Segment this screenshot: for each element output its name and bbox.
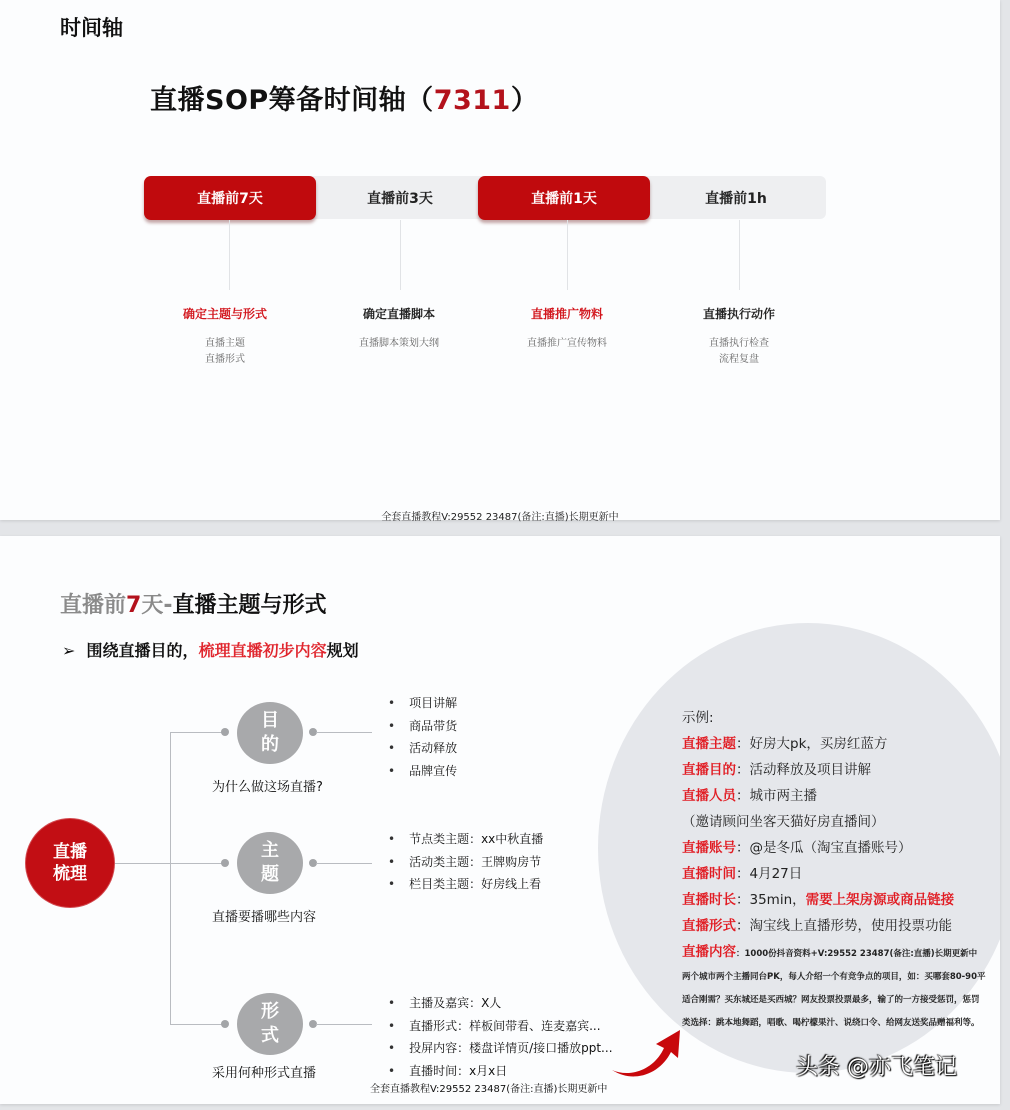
list-item: • 栏目类主题：好房线上看	[388, 875, 543, 898]
node-dot	[221, 1020, 229, 1028]
format-caption: 采用何种形式直播	[212, 1066, 317, 1081]
list-item: • 直播时间：x月x日	[388, 1062, 613, 1085]
connector-line	[316, 863, 372, 864]
root-node: 直播 梳理	[26, 819, 114, 907]
column-items: 直播推广宣传物料	[527, 338, 607, 349]
list-item: • 活动释放	[388, 739, 457, 762]
title-number: 7311	[433, 85, 511, 116]
theme-bullets	[388, 830, 543, 898]
arrow-bullet-icon: ➢	[62, 641, 76, 660]
connector-line	[170, 1024, 224, 1025]
list-item: • 商品带货	[388, 717, 457, 740]
connector-line	[400, 220, 401, 290]
slide-title: 直播前7天-直播主题与形式	[60, 593, 327, 618]
watermark: 头条 @亦飞笔记	[796, 1055, 957, 1080]
list-item: • 主播及嘉宾：X人	[388, 994, 613, 1017]
column-heading: 直播执行动作	[702, 307, 775, 321]
example-row: （邀请顾问坐客天猫好房直播间）	[682, 814, 885, 830]
format-bullets	[388, 994, 613, 1084]
curved-arrow-icon	[608, 1026, 688, 1086]
timeline-column	[482, 305, 652, 352]
footer-note: 全套直播教程V:29552 23487(备注:直播)长期更新中	[381, 512, 619, 523]
timeline-column	[140, 305, 310, 368]
column-heading: 直播推广物料	[530, 307, 603, 321]
connector-line	[170, 863, 224, 864]
column-heading: 确定主题与形式	[182, 307, 267, 321]
example-row: 直播主题：好房大pk，买房红蓝方	[682, 736, 888, 752]
example-row: 直播人员：城市两主播	[682, 788, 817, 804]
example-content: 直播内容：1000份抖音资料+V:29552 23487(备注:直播)长期更新中 两个城市两个主播同台PK，每人介绍一个有竞争点的项目，如：买哪套80-90平适合刚需？买东城还是买西城？网友投票投票最多，输了的一方接受惩罚，惩罚类选择：跳本地舞蹈，唱歌、喝柠檬果汁、说绕口令、给网友送奖品赠福利等。	[682, 944, 986, 1028]
timeline-column	[314, 305, 484, 352]
connector-line	[229, 220, 230, 290]
purpose-bullets	[388, 694, 457, 784]
column-heading: 确定直播脚本	[362, 307, 435, 321]
connector-line	[739, 220, 740, 290]
node-dot	[221, 728, 229, 736]
timeline-tab-1day[interactable]: 直播前1天	[478, 176, 650, 220]
timeline-tab-1hour[interactable]: 直播前1h	[705, 191, 767, 207]
example-row: 直播时长：35min，需要上架房源或商品链接	[682, 892, 955, 908]
theme-format-slide	[0, 536, 1000, 1104]
connector-line	[170, 732, 224, 733]
connector-line	[567, 220, 568, 290]
list-item: • 品牌宣传	[388, 762, 457, 785]
purpose-node: 目 的	[237, 702, 303, 764]
slide-subtitle: ➢ 围绕直播目的，梳理直播初步内容规划	[62, 641, 359, 660]
timeline-tab-3days[interactable]: 直播前3天	[367, 191, 433, 207]
footer-note: 全套直播教程V:29552 23487(备注:直播)长期更新中	[370, 1084, 608, 1095]
timeline-column	[654, 305, 824, 368]
timeline-slide	[0, 0, 1000, 523]
slide-title: 直播SOP筹备时间轴（7311）	[150, 85, 539, 116]
column-items: 直播主题 直播形式	[205, 338, 245, 365]
list-item: • 活动类主题：王牌购房节	[388, 853, 543, 876]
theme-node: 主 题	[237, 832, 303, 894]
column-items: 直播脚本策划大纲	[359, 338, 439, 349]
list-item: • 投屏内容：楼盘详情页/接口播放ppt...	[388, 1039, 613, 1062]
format-node: 形 式	[237, 993, 303, 1055]
list-item: • 项目讲解	[388, 694, 457, 717]
timeline-tab-7days[interactable]: 直播前7天	[144, 176, 316, 220]
example-row: 直播目的：活动释放及项目讲解	[682, 762, 871, 778]
example-heading: 示例:	[682, 710, 714, 726]
connector-line	[170, 732, 171, 1024]
example-row: 直播账号：@是冬瓜（淘宝直播账号）	[682, 840, 912, 856]
connector-line	[316, 732, 372, 733]
list-item: • 直播形式：样板间带看、连麦嘉宾...	[388, 1017, 613, 1040]
column-items: 直播执行检查 流程复盘	[709, 338, 769, 365]
purpose-caption: 为什么做这场直播?	[212, 780, 323, 795]
theme-caption: 直播要播哪些内容	[212, 910, 317, 925]
connector-line	[316, 1024, 372, 1025]
section-label: 时间轴	[60, 16, 123, 40]
example-row: 直播时间：4月27日	[682, 866, 803, 882]
node-dot	[221, 859, 229, 867]
list-item: • 节点类主题：xx中秋直播	[388, 830, 543, 853]
connector-line	[114, 863, 170, 864]
example-row: 直播形式：淘宝线上直播形势，使用投票功能	[682, 918, 952, 934]
example-panel	[682, 706, 987, 1035]
